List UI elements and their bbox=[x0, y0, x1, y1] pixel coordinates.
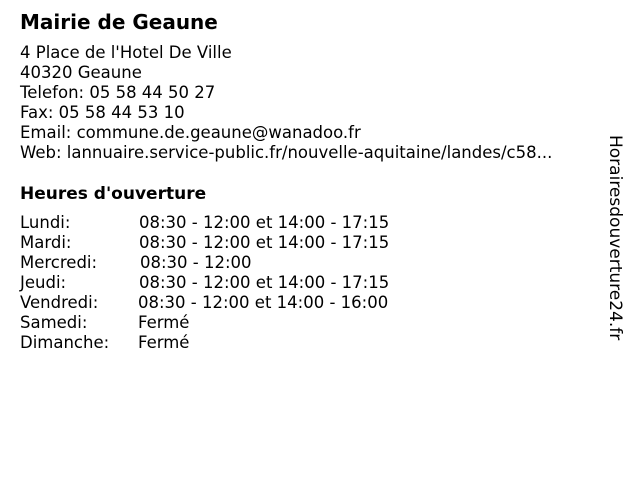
contact-block bbox=[20, 43, 552, 163]
time-value: 08:30 - 12:00 et 14:00 - 16:00 bbox=[138, 293, 389, 312]
day-label: Lundi: bbox=[20, 213, 71, 232]
email-address: Email: commune.de.geaune@wanadoo.fr bbox=[20, 123, 361, 142]
day-label: Vendredi: bbox=[20, 293, 99, 312]
phone-number: Telefon: 05 58 44 50 27 bbox=[20, 83, 216, 102]
day-label: Mercredi: bbox=[20, 253, 98, 272]
day-label: Mardi: bbox=[20, 233, 72, 252]
time-value: Fermé bbox=[138, 313, 190, 332]
time-value: 08:30 - 12:00 bbox=[140, 253, 252, 272]
time-value: Fermé bbox=[138, 333, 190, 352]
page-title: Mairie de Geaune bbox=[20, 10, 218, 34]
website-url: Web: lannuaire.service-public.fr/nouvelle-aquitaine/landes/c58... bbox=[20, 143, 553, 162]
address-street: 4 Place de l'Hotel De Ville bbox=[20, 43, 232, 62]
time-value: 08:30 - 12:00 et 14:00 - 17:15 bbox=[139, 273, 390, 292]
day-label: Jeudi: bbox=[20, 273, 67, 292]
day-label: Samedi: bbox=[20, 313, 88, 332]
watermark-text: Horairesdouverture24.fr bbox=[605, 135, 625, 341]
day-label: Dimanche: bbox=[20, 333, 110, 352]
address-city: 40320 Geaune bbox=[20, 63, 142, 82]
hours-heading: Heures d'ouverture bbox=[20, 184, 207, 204]
fax-number: Fax: 05 58 44 53 10 bbox=[20, 103, 185, 122]
time-value: 08:30 - 12:00 et 14:00 - 17:15 bbox=[139, 213, 390, 232]
time-value: 08:30 - 12:00 et 14:00 - 17:15 bbox=[139, 233, 390, 252]
